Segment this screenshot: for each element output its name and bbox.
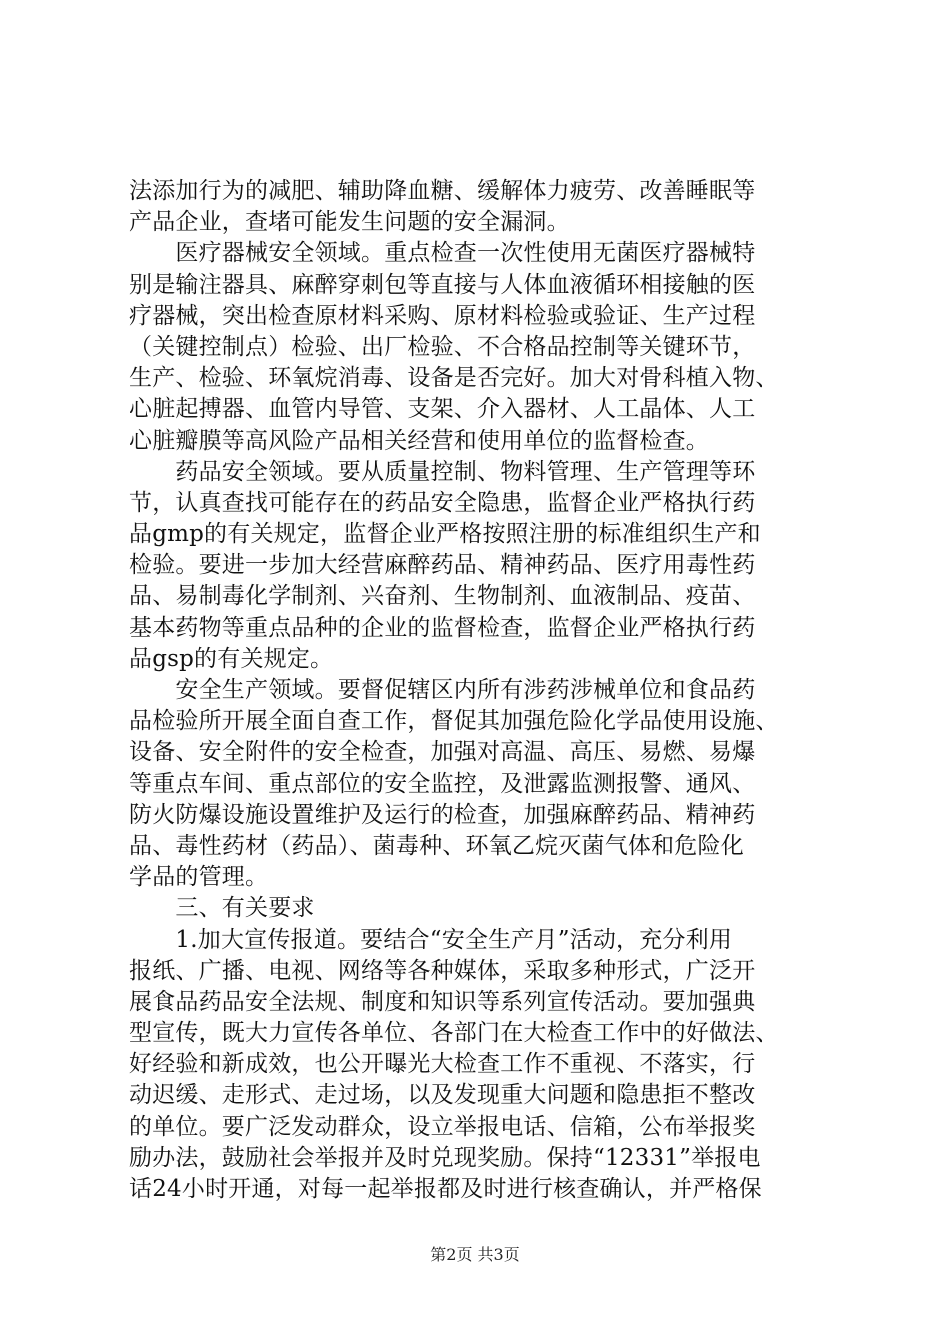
text-line: 学品的管理。 — [129, 864, 269, 891]
text-line: 型宣传，既大力宣传各单位、各部门在大检查工作中的好做法、 — [129, 1020, 779, 1047]
text-line: 法添加行为的减肥、辅助降血糖、缓解体力疲劳、改善睡眠等 — [129, 178, 756, 204]
text-line: 励办法，鼓励社会举报并及时兑现奖励。保持“12331”举报电 — [129, 1144, 761, 1171]
text-line: 等重点车间、重点部位的安全监控，及泄露监测报警、通风、 — [129, 770, 756, 797]
text-line: 基本药物等重点品种的企业的监督检查，监督企业严格执行药 — [129, 614, 756, 641]
text-line: 防火防爆设施设置维护及运行的检查，加强麻醉药品、精神药 — [129, 801, 756, 828]
text-line: （关键控制点）检验、出厂检验、不合格品控制等关键环节， — [129, 333, 756, 360]
text-line: 药品安全领域。要从质量控制、物料管理、生产管理等环 — [129, 458, 756, 485]
body-text — [129, 176, 835, 1205]
text-line: 生产、检验、环氧烷消毒、设备是否完好。加大对骨科植入物、 — [129, 365, 779, 392]
text-line: 品gmp的有关规定，监督企业严格按照注册的标准组织生产和 — [129, 521, 761, 548]
text-line: 医疗器械安全领域。重点检查一次性使用无菌医疗器械特 — [129, 240, 756, 267]
text-line: 疗器械，突出检查原材料采购、原材料检验或验证、生产过程 — [129, 302, 756, 329]
page-number-footer: 第2页 共3页 — [430, 1245, 520, 1264]
section-heading: 三、有关要求 — [129, 895, 315, 922]
text-line: 品、毒性药材（药品）、菌毒种、环氧乙烷灭菌气体和危险化 — [129, 832, 744, 859]
text-line: 好经验和新成效，也公开曝光大检查工作不重视、不落实，行 — [129, 1051, 756, 1078]
text-line: 设备、安全附件的安全检查，加强对高温、高压、易燃、易爆 — [129, 739, 756, 766]
text-line: 别是输注器具、麻醉穿刺包等直接与人体血液循环相接触的医 — [129, 271, 756, 298]
text-line: 品检验所开展全面自查工作，督促其加强危险化学品使用设施、 — [129, 708, 779, 735]
text-line: 节，认真查找可能存在的药品安全隐患，监督企业严格执行药 — [129, 489, 756, 516]
text-line: 心脏起搏器、血管内导管、支架、介入器材、人工晶体、人工 — [129, 396, 756, 423]
text-line: 1.加大宣传报道。要结合“安全生产月”活动，充分利用 — [129, 926, 733, 953]
text-line: 展食品药品安全法规、制度和知识等系列宣传活动。要加强典 — [129, 988, 756, 1015]
text-line: 检验。要进一步加大经营麻醉药品、精神药品、医疗用毒性药 — [129, 552, 756, 579]
text-line: 品gsp的有关规定。 — [129, 645, 334, 672]
text-line: 品、易制毒化学制剂、兴奋剂、生物制剂、血液制品、疫苗、 — [129, 583, 756, 610]
text-line: 安全生产领域。要督促辖区内所有涉药涉械单位和食品药 — [129, 677, 756, 703]
text-line: 话24小时开通，对每一起举报都及时进行核查确认，并严格保 — [129, 1176, 762, 1202]
text-line: 动迟缓、走形式、走过场，以及发现重大问题和隐患拒不整改 — [129, 1082, 756, 1109]
text-line: 心脏瓣膜等高风险产品相关经营和使用单位的监督检查。 — [129, 427, 709, 454]
text-line: 的单位。要广泛发动群众，设立举报电话、信箱，公布举报奖 — [129, 1113, 756, 1140]
text-line: 报纸、广播、电视、网络等各种媒体，采取多种形式，广泛开 — [129, 957, 756, 984]
text-line: 产品企业，查堵可能发生问题的安全漏洞。 — [129, 209, 570, 236]
